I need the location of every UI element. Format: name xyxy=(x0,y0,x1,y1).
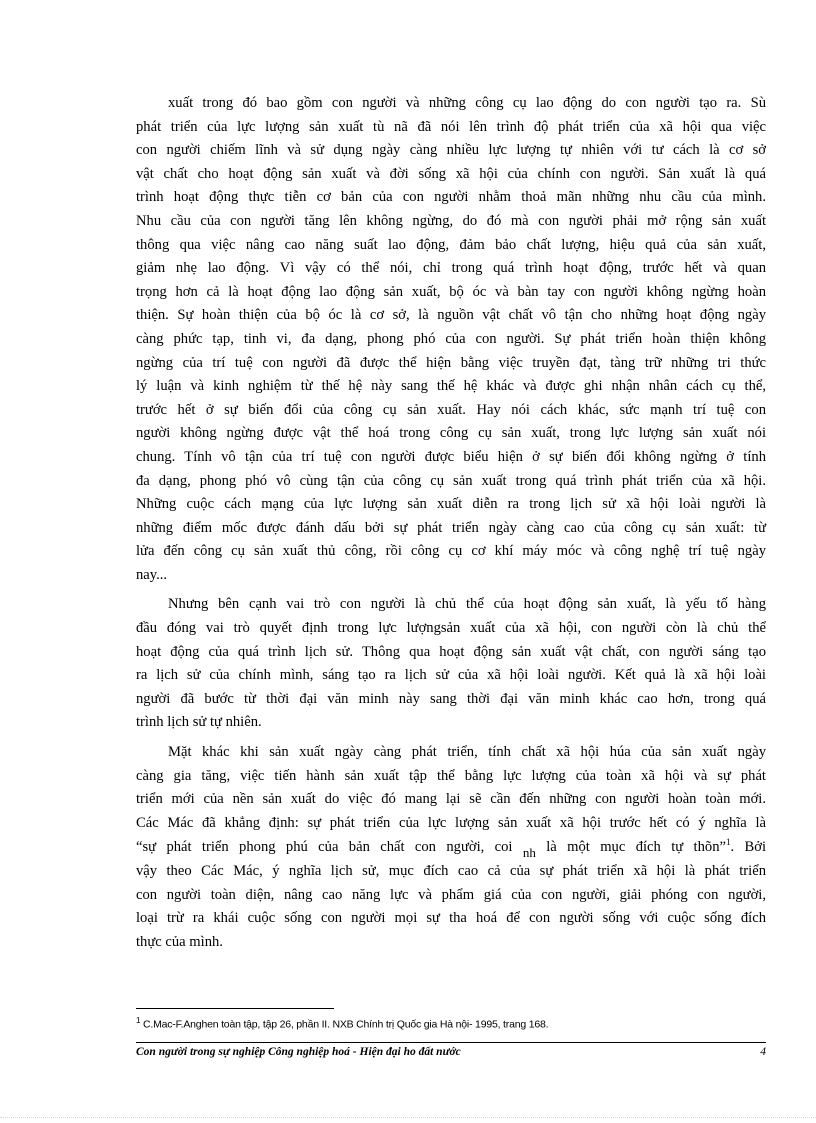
text-line-with-footnote-ref xyxy=(136,835,766,860)
text-line: triển mới của nền sản xuất do việc đó mang lại sẽ cần đến những con người hoàn toàn mới. xyxy=(136,791,766,808)
page-boundary xyxy=(0,1117,816,1118)
footer-rule xyxy=(136,1042,766,1043)
text-line: phát triển của lực lượng sản xuất tù nã đã nói lên trình độ phát triển của xã hội qua việc xyxy=(136,118,766,135)
text-line: lửa đến công cụ sản xuất thủ công, rồi công cụ cơ khí máy móc và công nghệ trí tuệ ngày xyxy=(136,543,766,560)
text-line: người đã bước từ thời đại văn minh này sang thời đại văn minh khác cao hơn, trong quá xyxy=(136,690,766,707)
text-line: Các Mác đã khẳng định: sự phát triển của lực lượng sản xuất xã hội trước hết có ý nghĩa là xyxy=(136,814,766,831)
text-line: Những cuộc cách mạng của lực lượng sản xuất diễn ra trong lịch sử xã hội loài người là xyxy=(136,496,766,513)
text-line: người không ngừng được vật thể hoá trong công cụ sản xuất, trong lực lượng sản xuất nói xyxy=(136,425,766,442)
text-line: Nhưng bên cạnh vai trò con người là chủ thể của hoạt động sản xuất, là yếu tố hàng xyxy=(168,596,766,613)
text-line: vậy theo Các Mác, ý nghĩa lịch sử, mục đích cao cả của sự phát triển xã hội là phát triển xyxy=(136,863,766,879)
text-line: thông qua việc nâng cao năng suất lao động, đảm bảo chất lượng, hiệu quả của sản xuất, xyxy=(136,236,766,253)
text-fragment: “sự phát triển phong phú của bản chất con người, coi xyxy=(136,839,523,856)
text-line: Nhu cầu của con người tăng lên không ngừng, do đó mà con người phải mở rộng sản xuất xyxy=(136,212,766,229)
text-line: trình lịch sử tự nhiên. xyxy=(136,714,262,731)
footer-title: Con người trong sự nghiệp Công nghiệp hoá - Hiện đại ho đất nước xyxy=(136,1046,461,1058)
text-line: chung. Tính vô tận của trí tuệ con người được biểu hiện ở sự biến đổi không ngừng ở tính xyxy=(136,448,766,465)
text-line: hoạt động của quá trình lịch sử. Thông qua hoạt động sản xuất vật chất, con người sáng tạo xyxy=(136,643,766,660)
text-line: đa dạng, phong phó vô cùng tận của công cụ sản xuất trong quá trình phát triển của xã hội. xyxy=(136,472,766,489)
footnote xyxy=(136,1016,766,1031)
footnote-mark: 1 xyxy=(136,1016,141,1025)
text-line: lý luận và kinh nghiệm từ thế hệ này sang thế hệ khác và được ghi nhận nhân cách cụ thể, xyxy=(136,378,766,395)
text-line: càng phức tạp, tinh vi, đa dạng, phong phó của con người. Sự phát triển hoàn thiện không xyxy=(136,330,766,347)
text-line: càng gia tăng, việc tiến hành sản xuất tập thể bằng lực lượng của toàn xã hội và sự phát xyxy=(136,767,766,784)
page-footer xyxy=(136,1046,766,1058)
page-number: 4 xyxy=(760,1046,766,1058)
text-line: loại trừ ra khái cuộc sống con người mọi sự tha hoá để con người sống với cuộc sống đích xyxy=(136,910,766,927)
text-line: con người toàn diện, nâng cao năng lực và phẩm giá của con người, giải phóng con người, xyxy=(136,886,766,903)
text-line: ngừng của trí tuệ con người đã được thể hiện bằng việc truyền đạt, tàng trữ những tri thức xyxy=(136,354,766,371)
text-fragment: là một mục đích tự thõn” xyxy=(535,839,726,856)
footnote-text: C.Mac-F.Anghen toàn tập, tập 26, phần II. NXB Chính trị Quốc gia Hà nội- 1995, trang 168. xyxy=(140,1018,549,1031)
paragraph xyxy=(136,92,766,587)
text-line: đầu đóng vai trò quyết định trong lực lượngsản xuất của xã hội, con người còn là chủ thể xyxy=(136,620,766,637)
footnote-reference[interactable]: 1 xyxy=(725,837,731,848)
text-line: trình hoạt động thực tiễn cơ bản của con người nhằm thoả mãn những nhu cầu của mình. xyxy=(136,189,766,206)
text-line: ra lịch sử của chính mình, sáng tạo ra lịch sử của xã hội loài người. Kết quả là xã hội loài xyxy=(136,667,766,684)
text-fragment: nh xyxy=(522,845,536,861)
paragraph xyxy=(136,593,766,735)
paragraph xyxy=(136,741,766,954)
text-line: xuất trong đó bao gồm con người và những công cụ lao động do con người tạo ra. Sù xyxy=(168,95,766,111)
document-body xyxy=(136,92,766,960)
text-line: những điểm mốc được đánh dấu bởi sự phát triển ngày càng cao của công cụ sản xuất: từ xyxy=(136,519,766,536)
text-line: vật chất cho hoạt động sản xuất và đời sống xã hội của chính con người. Sản xuất là quá xyxy=(136,165,766,182)
text-line: trước hết ở sự biến đổi của công cụ sản xuất. Hay nói cách khác, sức mạnh trí tuệ con xyxy=(136,401,766,418)
text-line: giảm nhẹ lao động. Vì vậy có thể nói, chỉ trong quá trình hoạt động, trước hết và quan xyxy=(136,260,766,277)
text-line: Mặt khác khi sản xuất ngày càng phát triển, tính chất xã hội húa của sản xuất ngày xyxy=(168,744,766,761)
text-line: thực của mình. xyxy=(136,933,223,950)
text-line: trọng hơn cả là hoạt động lao động sản xuất, bộ óc và bàn tay con người không ngừng hoàn xyxy=(136,283,766,300)
text-line: thiện. Sự hoàn thiện của bộ óc là cơ sở, là nguồn vật chất vô tận cho những hoạt động ngày xyxy=(136,307,766,324)
text-line: con người chiếm lĩnh và sử dụng ngày càng nhiều lực lượng tự nhiên với tư cách là cơ sở xyxy=(136,142,766,159)
text-fragment: . Bởi xyxy=(730,839,766,856)
text-line: nay... xyxy=(136,566,168,583)
footnote-separator xyxy=(136,1008,334,1009)
